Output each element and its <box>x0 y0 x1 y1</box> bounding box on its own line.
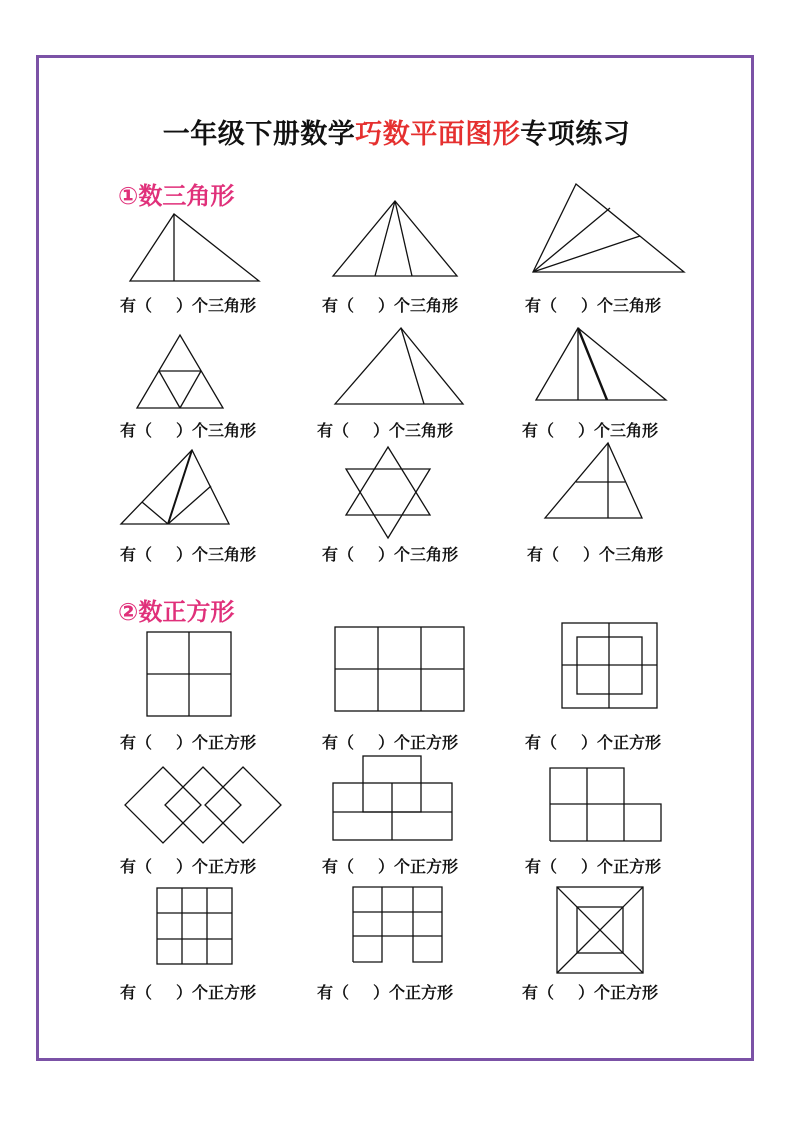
triangle-answer-7[interactable]: 有（ ）个三角形 <box>120 545 257 564</box>
square-answer-2[interactable]: 有（ ）个正方形 <box>322 733 459 752</box>
square-figure-2 <box>335 627 464 711</box>
title-part-3: 专项练习 <box>520 119 631 150</box>
triangle-answer-2[interactable]: 有（ ）个三角形 <box>322 296 459 315</box>
square-figure-8 <box>353 887 442 962</box>
square-figure-7 <box>157 888 232 964</box>
triangle-answer-9[interactable]: 有（ ）个三角形 <box>527 545 664 564</box>
square-answer-6[interactable]: 有（ ）个正方形 <box>525 857 662 876</box>
square-answer-5[interactable]: 有（ ）个正方形 <box>322 857 459 876</box>
square-figure-6 <box>550 768 661 841</box>
square-answer-3[interactable]: 有（ ）个正方形 <box>525 733 662 752</box>
triangle-answer-5[interactable]: 有（ ）个三角形 <box>317 421 454 440</box>
section-heading-triangles: ①数三角形 <box>118 182 235 210</box>
square-answer-8[interactable]: 有（ ）个正方形 <box>317 983 454 1002</box>
square-figure-4 <box>125 767 281 843</box>
square-figure-5 <box>333 756 452 840</box>
square-figure-3 <box>562 623 657 708</box>
square-answer-4[interactable]: 有（ ）个正方形 <box>120 857 257 876</box>
triangle-answer-6[interactable]: 有（ ）个三角形 <box>522 421 659 440</box>
title-part-1: 一年级下册数学 <box>162 119 356 150</box>
triangle-answer-4[interactable]: 有（ ）个三角形 <box>120 421 257 440</box>
section-heading-squares: ②数正方形 <box>118 598 235 626</box>
triangle-answer-8[interactable]: 有（ ）个三角形 <box>322 545 459 564</box>
title-highlight: 巧数平面图形 <box>355 119 521 150</box>
square-answer-7[interactable]: 有（ ）个正方形 <box>120 983 257 1002</box>
square-figure-1 <box>147 632 231 716</box>
square-answer-1[interactable]: 有（ ）个正方形 <box>120 733 257 752</box>
square-answer-9[interactable]: 有（ ）个正方形 <box>522 983 659 1002</box>
square-figure-9 <box>557 887 643 973</box>
triangle-answer-3[interactable]: 有（ ）个三角形 <box>525 296 662 315</box>
triangle-answer-1[interactable]: 有（ ）个三角形 <box>120 296 257 315</box>
